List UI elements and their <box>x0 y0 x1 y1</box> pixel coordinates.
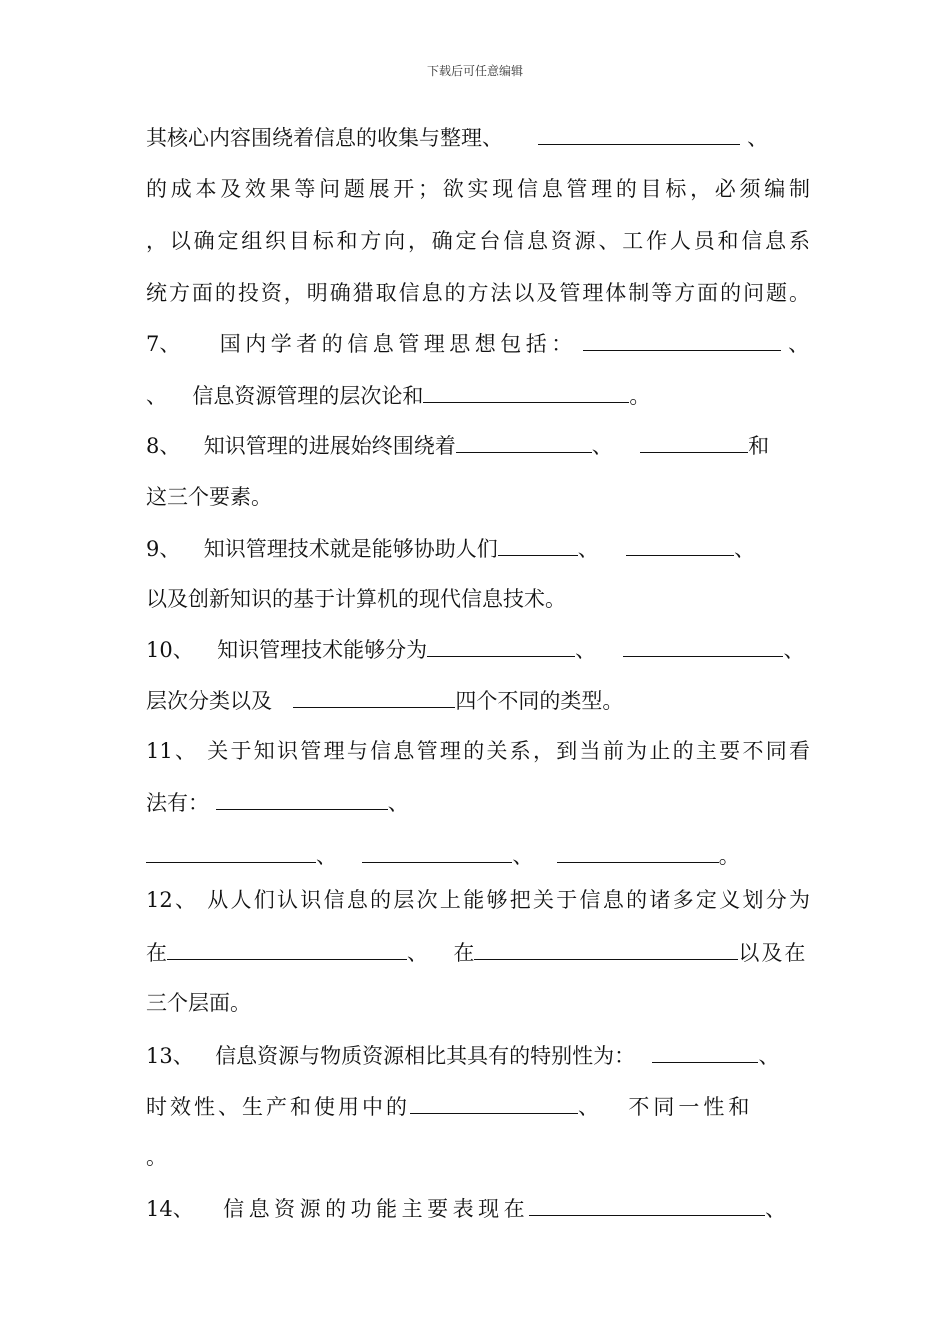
question-text: 在 <box>146 941 167 965</box>
paragraph-line-2: 的成本及效果等问题展开；欲实现信息管理的目标，必须编制 <box>146 177 810 201</box>
connector: 和 <box>748 434 770 458</box>
question-text: 国内学者的信息管理思想包括： <box>219 332 577 356</box>
paragraph-text: 其核心内容围绕着信息的收集与整理、 <box>146 126 503 150</box>
question-text: 信息资源的功能主要表现在 <box>223 1197 530 1221</box>
answer-blank <box>538 122 740 145</box>
question-text: 知识管理技术就是能够协助人们 <box>203 537 498 561</box>
question-12-line-1 <box>146 885 810 915</box>
separator: 、 <box>146 384 167 408</box>
answer-blank <box>293 685 455 708</box>
answer-blank <box>626 533 734 556</box>
separator: 、 <box>734 537 756 561</box>
question-number: 8、 <box>146 434 181 458</box>
question-8-line-2: 这三个要素。 <box>146 485 272 509</box>
separator: 、 <box>316 844 337 868</box>
separator: 、 <box>512 844 534 868</box>
answer-blank <box>456 430 592 453</box>
answer-blank <box>410 1091 578 1114</box>
separator: 、 <box>591 434 613 458</box>
answer-blank <box>640 430 748 453</box>
question-9-line-2: 以及创新知识的基于计算机的现代信息技术。 <box>146 587 566 611</box>
answer-blank <box>623 634 783 657</box>
separator: 、 <box>578 1095 599 1119</box>
answer-blank <box>583 328 781 351</box>
question-number: 9、 <box>146 537 181 561</box>
paragraph-line-4: 统方面的投资，明确猎取信息的方法以及管理体制等方面的问题。 <box>146 281 810 305</box>
separator: 、 <box>783 638 805 662</box>
question-number: 12、 <box>146 888 199 912</box>
question-8-line-1 <box>146 430 810 460</box>
answer-blank <box>362 840 512 863</box>
paragraph-line-1 <box>146 122 810 152</box>
question-14-line-1 <box>146 1193 810 1223</box>
separator: 、 <box>747 126 769 150</box>
period: 。 <box>629 384 651 408</box>
question-11-line-2 <box>146 787 810 817</box>
separator: 、 <box>387 791 409 815</box>
answer-blank <box>146 840 316 863</box>
question-13-line-3: 。 <box>146 1145 167 1169</box>
question-number: 7、 <box>146 332 181 356</box>
question-text: 关于知识管理与信息管理的关系，到当前为止的主要不同看 <box>207 739 810 763</box>
separator: 、 <box>575 638 597 662</box>
page-header: 下载后可任意编辑 <box>426 64 523 78</box>
question-text: 知识管理的进展始终围绕着 <box>203 434 456 458</box>
question-text: 层次分类以及 <box>146 689 272 713</box>
question-text: 从人们认识信息的层次上能够把关于信息的诸多定义划分为 <box>207 888 810 912</box>
period: 。 <box>718 844 740 868</box>
question-text: 信息资源管理的层次论和 <box>192 384 424 408</box>
answer-blank <box>167 937 407 960</box>
separator: 、 <box>577 537 599 561</box>
question-12-line-3: 三个层面。 <box>146 991 251 1015</box>
separator: 、 <box>407 941 428 965</box>
question-text: 不同一性和 <box>628 1095 754 1119</box>
separator: 、 <box>765 1197 787 1221</box>
answer-blank <box>216 787 388 810</box>
answer-blank <box>423 380 629 403</box>
question-text: 四个不同的类型。 <box>455 689 624 713</box>
question-text: 信息资源与物质资源相比其具有的特别性为： <box>215 1044 636 1068</box>
separator: 、 <box>788 332 810 356</box>
question-text: 法有： <box>146 791 209 815</box>
question-number: 13、 <box>146 1044 194 1068</box>
question-13-line-1 <box>146 1040 810 1070</box>
question-number: 14、 <box>146 1197 194 1221</box>
question-9-line-1 <box>146 533 810 563</box>
answer-blank <box>498 533 578 556</box>
question-13-line-2 <box>146 1091 810 1121</box>
question-11-line-1 <box>146 736 810 766</box>
question-number: 10、 <box>146 638 194 662</box>
answer-blank <box>427 634 575 657</box>
answer-blank <box>474 937 738 960</box>
question-text: 在 <box>453 941 475 965</box>
question-12-line-2 <box>146 937 810 967</box>
question-text: 时效性、生产和使用中的 <box>146 1095 410 1119</box>
paragraph-line-3: ，以确定组织目标和方向，确定台信息资源、工作人员和信息系 <box>146 229 810 253</box>
question-10-line-2 <box>146 685 810 715</box>
question-7-line-1 <box>146 328 810 358</box>
answer-blank <box>529 1193 765 1216</box>
question-text: 知识管理技术能够分为 <box>217 638 428 662</box>
question-7-line-2 <box>146 380 810 410</box>
answer-blank <box>557 840 719 863</box>
answer-blank <box>652 1040 758 1063</box>
question-10-line-1 <box>146 634 810 664</box>
separator: 、 <box>758 1044 780 1068</box>
question-text: 以及在 <box>738 941 808 965</box>
question-number: 11、 <box>146 739 199 763</box>
question-11-line-3 <box>146 840 810 870</box>
